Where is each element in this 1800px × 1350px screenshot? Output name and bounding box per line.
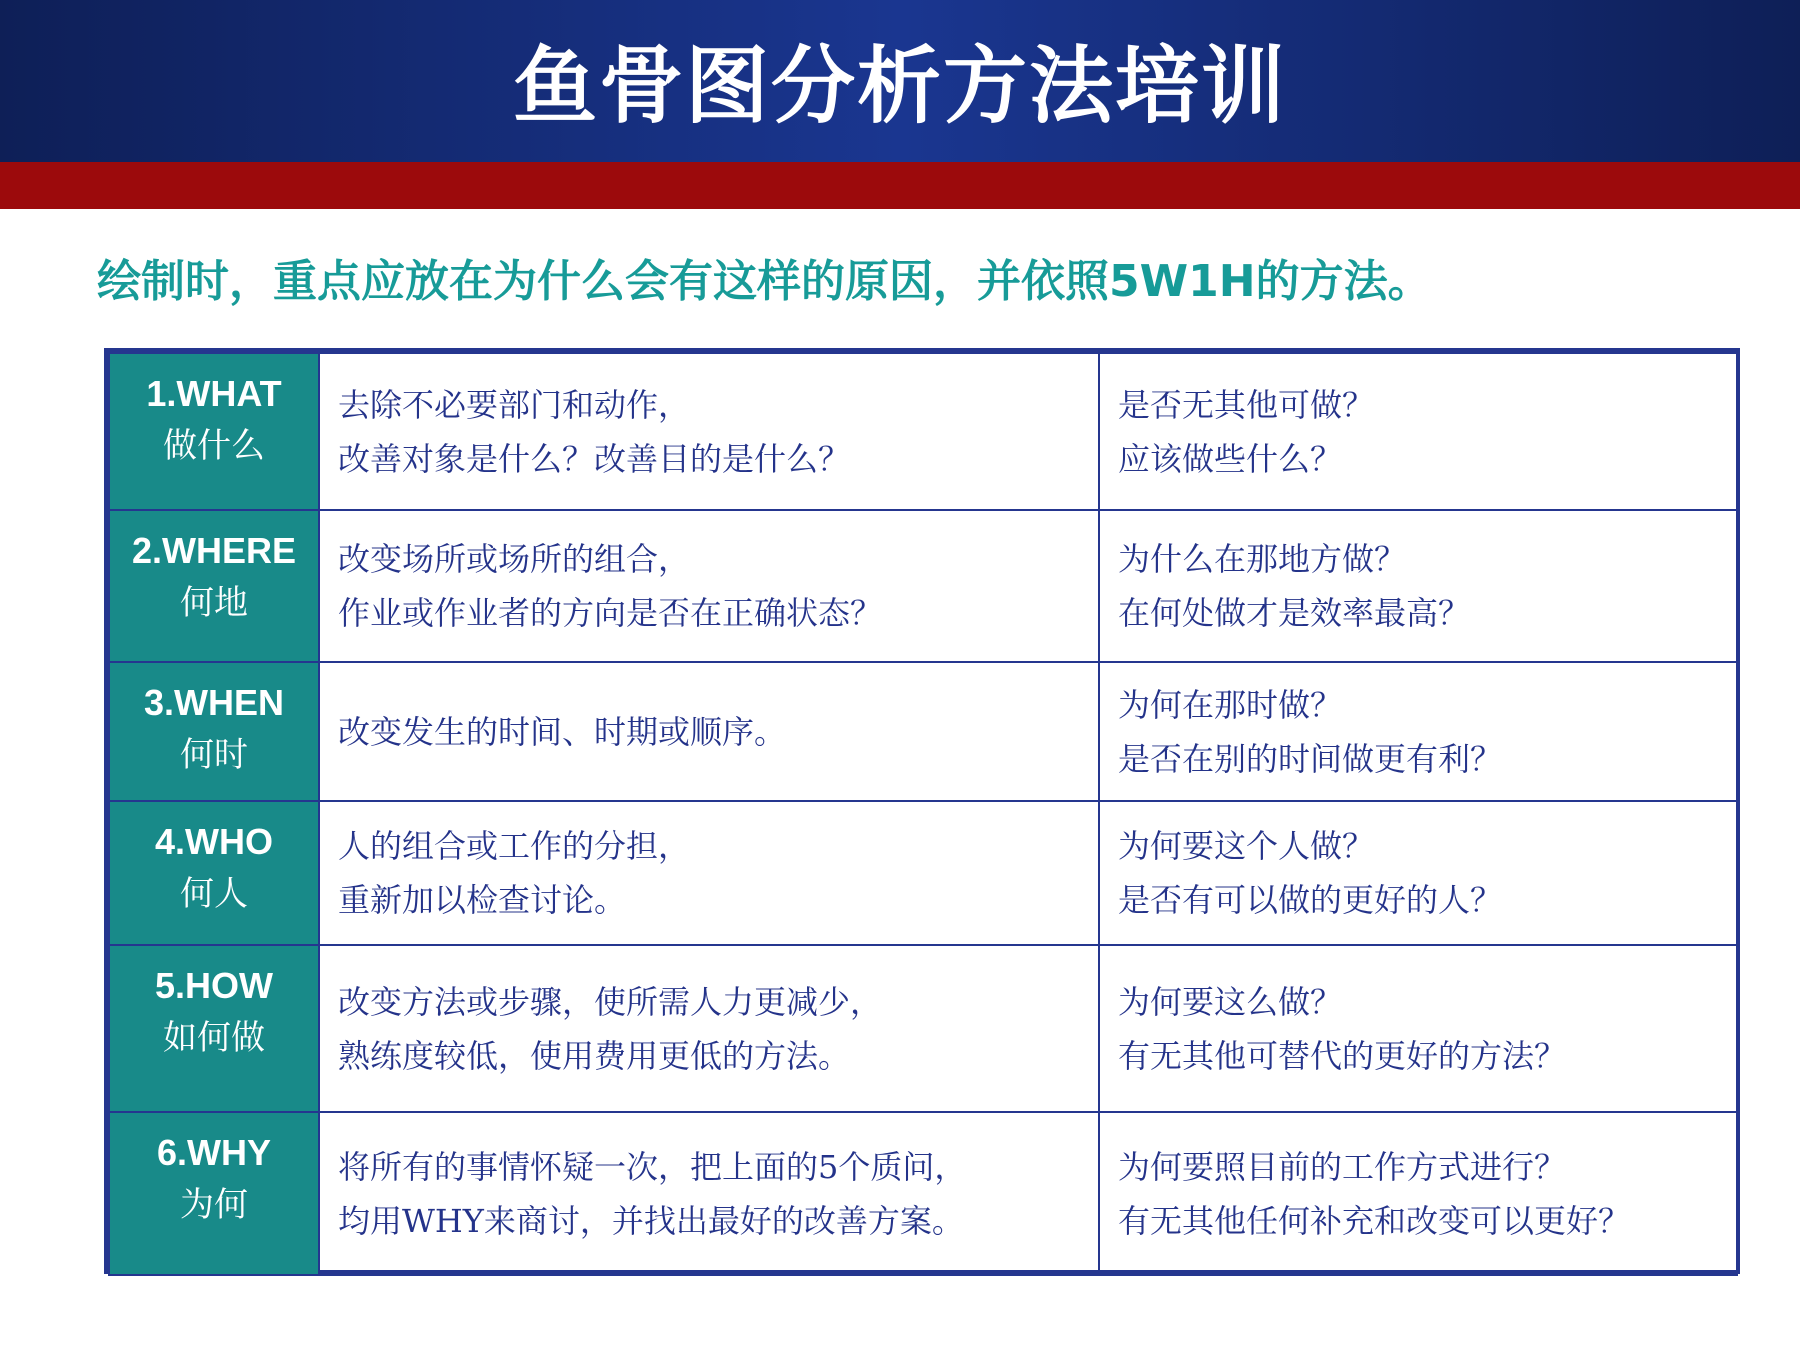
- header-banner: [0, 0, 1800, 162]
- slide-title: 鱼骨图分析方法培训: [512, 36, 1287, 135]
- row-label-en: 3.WHEN: [143, 682, 284, 723]
- row-label-en: 5.HOW: [154, 965, 273, 1006]
- question-line: 为什么在那地方做？: [1118, 540, 1407, 578]
- row-description-cell: [319, 801, 1099, 945]
- row-label-cell: [109, 510, 319, 662]
- question-line: 是否在别的时间做更有利？: [1118, 739, 1503, 778]
- description-line: 改变发生的时间、时期或顺序。: [338, 712, 787, 751]
- row-label-en: 4.WHO: [154, 821, 273, 862]
- 5w1h-table: [104, 348, 1740, 1274]
- question-line: 为何要照目前的工作方式进行？: [1118, 1147, 1567, 1186]
- row-description-cell: [319, 1112, 1099, 1275]
- row-label-cn: 何人: [180, 874, 248, 914]
- row-questions-cell: [1099, 801, 1737, 945]
- row-questions-cell: [1099, 510, 1737, 662]
- row-label-cn: 何时: [180, 735, 248, 775]
- row-questions-cell: [1099, 1112, 1737, 1275]
- row-label-cell: [109, 353, 319, 510]
- description-line: 熟练度较低，使用费用更低的方法。: [338, 1036, 851, 1075]
- description-line: 改变方法或步骤，使所需人力更减少，: [338, 982, 883, 1021]
- row-description-cell: [319, 662, 1099, 801]
- description-line: 改善对象是什么？改善目的是什么？: [338, 439, 851, 478]
- row-questions-cell: [1099, 662, 1737, 801]
- table-row-why: [109, 1112, 1737, 1275]
- row-label-cn: 如何做: [163, 1018, 265, 1058]
- row-description-cell: [319, 945, 1099, 1112]
- description-line: 作业或作业者的方向是否在正确状态？: [338, 594, 883, 632]
- question-line: 为何要这么做？: [1118, 982, 1343, 1021]
- row-label-en: 1.WHAT: [146, 373, 282, 414]
- row-label-cell: [109, 801, 319, 945]
- description-line: 去除不必要部门和动作，: [338, 385, 691, 424]
- row-label-cn: 何地: [180, 583, 248, 623]
- row-description-cell: [319, 353, 1099, 510]
- table-row-who: [109, 801, 1737, 945]
- row-label-cn: 为何: [180, 1185, 248, 1225]
- row-label-cell: [109, 662, 319, 801]
- row-description-cell: [319, 510, 1099, 662]
- row-label-en: 6.WHY: [156, 1132, 271, 1173]
- description-line: 改变场所或场所的组合，: [338, 540, 691, 578]
- question-line: 是否无其他可做？: [1118, 385, 1375, 424]
- table-row-when: [109, 662, 1737, 801]
- row-label-cn: 做什么: [163, 426, 265, 466]
- question-line: 有无其他任何补充和改变可以更好？: [1118, 1201, 1631, 1240]
- row-label-cell: [109, 1112, 319, 1275]
- row-questions-cell: [1099, 353, 1737, 510]
- question-line: 在何处做才是效率最高？: [1118, 594, 1471, 632]
- question-line: 是否有可以做的更好的人？: [1118, 881, 1503, 919]
- description-line: 人的组合或工作的分担，: [338, 827, 691, 865]
- question-line: 为何要这个人做？: [1118, 827, 1375, 865]
- slide-subtitle: 绘制时，重点应放在为什么会有这样的原因，并依照5W1H的方法。: [97, 256, 1432, 307]
- row-label-en: 2.WHERE: [131, 530, 297, 571]
- table-row-what: [109, 353, 1737, 510]
- table-row-where: [109, 510, 1737, 662]
- description-line: 均用WHY来商讨，并找出最好的改善方案。: [338, 1201, 964, 1240]
- row-questions-cell: [1099, 945, 1737, 1112]
- description-line: 重新加以检查讨论。: [338, 881, 627, 919]
- row-label-cell: [109, 945, 319, 1112]
- description-line: 将所有的事情怀疑一次，把上面的5个质问，: [338, 1147, 967, 1186]
- question-line: 应该做些什么？: [1118, 439, 1343, 478]
- question-line: 为何在那时做？: [1118, 685, 1343, 724]
- table-row-how: [109, 945, 1737, 1112]
- question-line: 有无其他可替代的更好的方法？: [1118, 1036, 1567, 1075]
- header-accent-bar: [0, 162, 1800, 209]
